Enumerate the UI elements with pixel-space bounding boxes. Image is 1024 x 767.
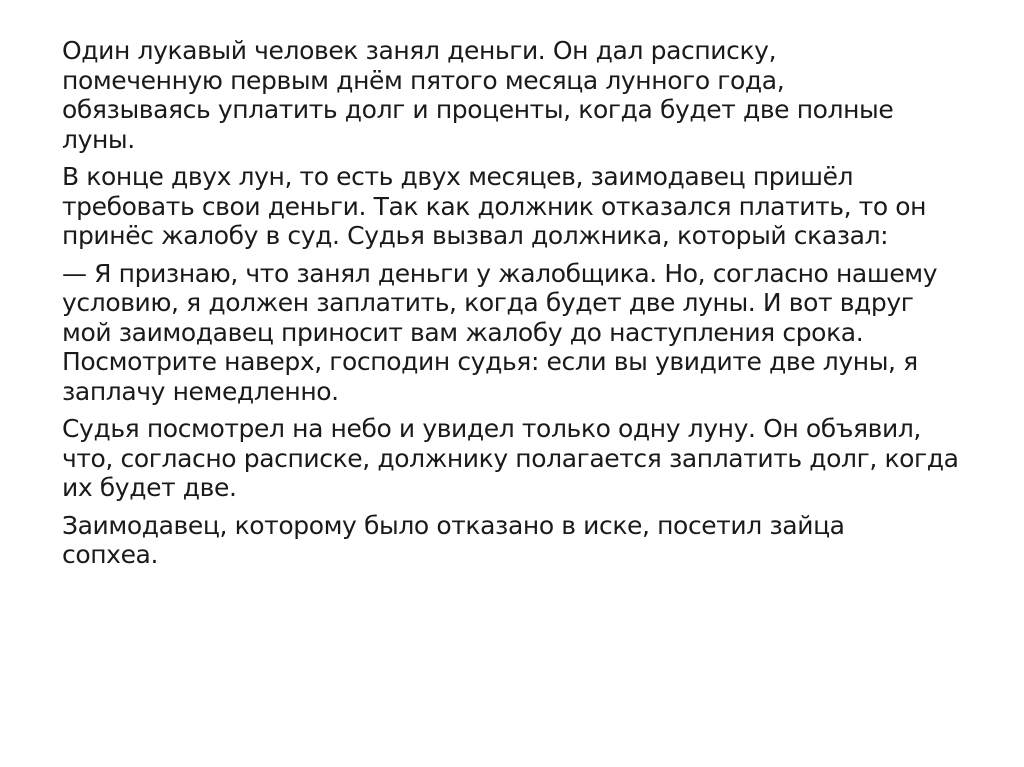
text-line: Заимодавец, которому было отказано в иске, посетил зайца — [62, 510, 845, 540]
text-body — [62, 36, 972, 578]
paragraph-5 — [62, 511, 972, 570]
text-line: их будет две. — [62, 473, 237, 502]
text-line: Посмотрите наверх, господин судья: если вы увидите две луны, я — [62, 347, 918, 376]
text-line: Один лукавый человек занял деньги. Он дал расписку, — [62, 36, 777, 65]
text-line: мой заимодавец приносит вам жалобу до наступления срока. — [62, 317, 864, 347]
text-line: Судья посмотрел на небо и увидел только одну луну. Он объявил, — [62, 414, 921, 443]
text-line: принёс жалобу в суд. Судья вызвал должника, который сказал: — [62, 221, 889, 250]
paragraph-3 — [62, 259, 972, 407]
text-line: что, согласно расписке, должнику полагается заплатить долг, когда — [62, 443, 959, 473]
text-line: обязываясь уплатить долг и проценты, когда будет две полные — [62, 95, 894, 124]
paragraph-4 — [62, 414, 972, 503]
paragraph-2 — [62, 162, 972, 251]
text-line: условию, я должен заплатить, когда будет две луны. И вот вдруг — [62, 288, 914, 317]
paragraph-1 — [62, 36, 972, 154]
text-line: заплачу немедленно. — [62, 376, 339, 406]
text-line: требовать свои деньги. Так как должник отказался платить, то он — [62, 191, 927, 221]
text-line: помеченную первым днём пятого месяца лунного года, — [62, 65, 785, 95]
text-line: — Я признаю, что занял деньги у жалобщика. Но, согласно нашему — [62, 258, 938, 288]
text-line: сопхеа. — [62, 540, 159, 569]
text-line: луны. — [62, 124, 135, 154]
text-line: В конце двух лун, то есть двух месяцев, заимодавец пришёл — [62, 162, 854, 191]
